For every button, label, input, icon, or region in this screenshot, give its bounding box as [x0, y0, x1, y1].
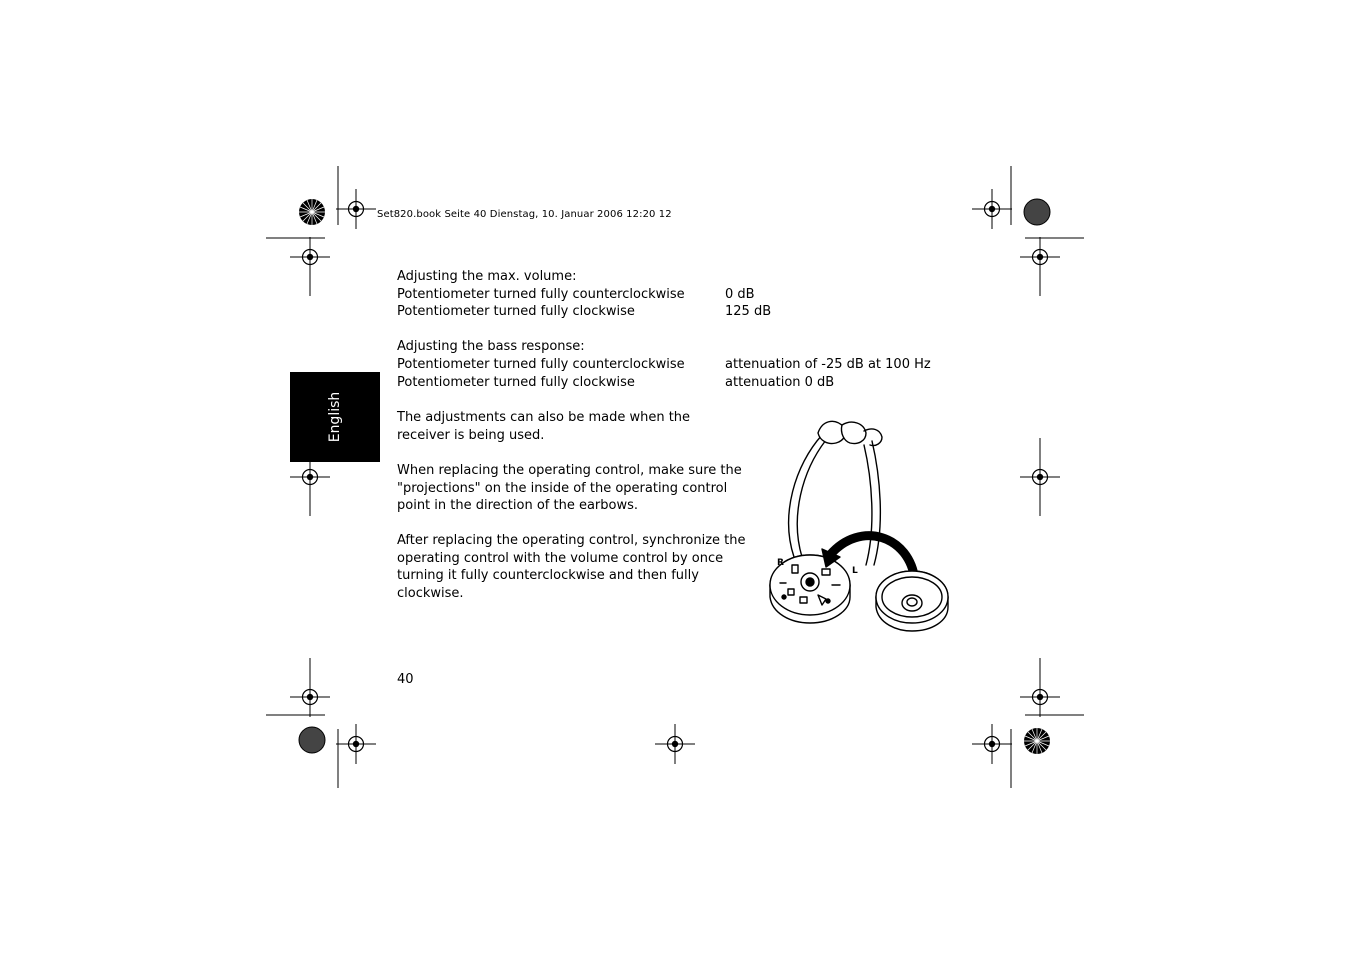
bass-response-row-label: Potentiometer turned fully clockwise	[397, 374, 635, 390]
gray-target-icon	[299, 727, 325, 753]
print-header: Set820.book Seite 40 Dienstag, 10. Januar 2006 12:20 12	[377, 209, 672, 220]
bass-response-row-value: attenuation of -25 dB at 100 Hz	[725, 357, 931, 372]
max-volume-row-label: Potentiometer turned fully clockwise	[397, 304, 635, 320]
max-volume-row-value: 0 dB	[725, 286, 755, 302]
body-paragraph: After replacing the operating control, synchronize the operating control with the volume control by once turning it fully counterclockwise and then fully clockwise.	[397, 533, 746, 601]
body-paragraph: When replacing the operating control, make sure the "projections" on the inside of the operating control point in the direction of the earbows.	[397, 463, 742, 514]
bass-response-heading: Adjusting the bass response:	[397, 339, 585, 355]
right-side-label: R	[777, 558, 784, 568]
right-earbow	[872, 441, 880, 565]
bass-response-row-value: attenuation 0 dB	[725, 374, 835, 390]
max-volume-heading: Adjusting the max. volume:	[397, 269, 577, 284]
language-tab	[290, 372, 380, 462]
registration-mark-icon	[972, 189, 1012, 229]
star-target-icon	[1024, 728, 1050, 754]
gray-target-icon	[1024, 199, 1050, 225]
star-target-icon	[299, 199, 325, 225]
registration-mark-icon	[336, 724, 376, 764]
receiver-illustration	[760, 405, 960, 640]
max-volume-row-value: 125 dB	[725, 304, 772, 320]
registration-mark-icon	[972, 724, 1012, 764]
right-earbud	[841, 422, 866, 443]
page-number: 40	[397, 672, 414, 687]
registration-mark-icon	[655, 724, 695, 764]
body-paragraph: The adjustments can also be made when the receiver is being used.	[397, 410, 691, 443]
left-side-label: L	[852, 566, 858, 576]
bass-response-row-label: Potentiometer turned fully counterclockwise	[397, 357, 685, 372]
language-tab-label: English	[327, 391, 343, 443]
max-volume-row-label: Potentiometer turned fully counterclockwise	[397, 286, 685, 302]
registration-mark-icon	[336, 189, 376, 229]
